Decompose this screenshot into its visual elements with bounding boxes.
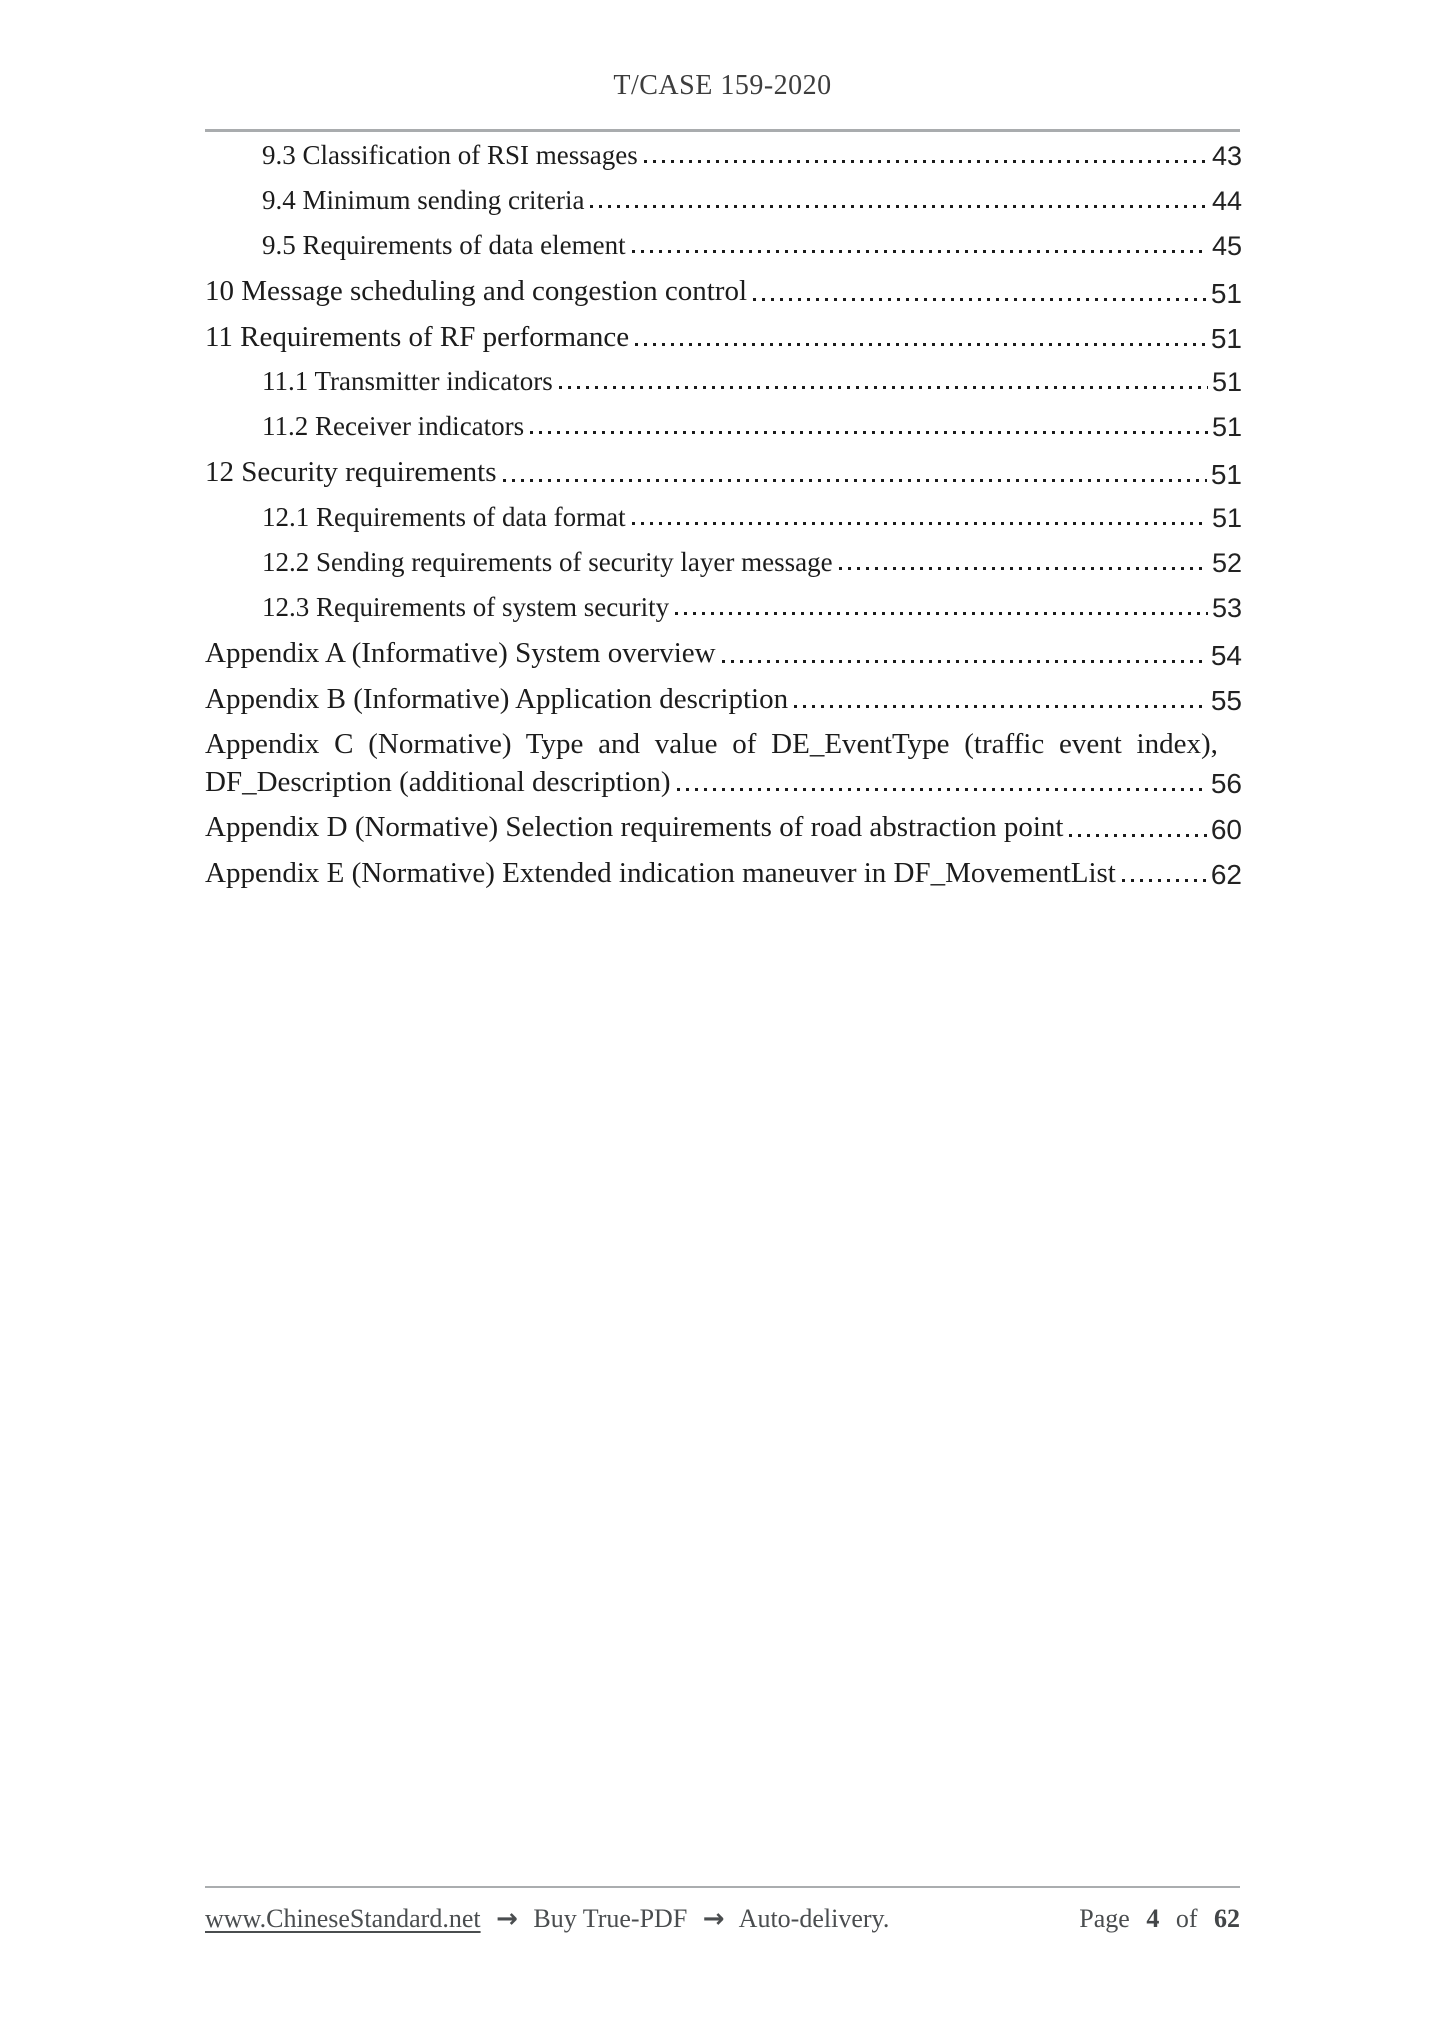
of-label: of [1175, 1904, 1198, 1933]
toc-entry-page: 44 [1211, 186, 1242, 217]
toc-entry[interactable] [205, 322, 1242, 353]
toc-entry[interactable] [205, 729, 1242, 799]
table-of-contents [205, 141, 1242, 903]
toc-entry-label: 12.1 Requirements of data format [262, 501, 626, 532]
toc-entry[interactable] [205, 412, 1242, 441]
toc-entry-label: 10 Message scheduling and congestion control [205, 275, 748, 308]
footer [205, 1904, 1240, 1934]
toc-entry-page: 53 [1211, 593, 1242, 624]
dot-leader [675, 612, 1208, 615]
site-link[interactable]: www.ChineseStandard.net [205, 1904, 481, 1933]
toc-entry[interactable] [205, 276, 1242, 307]
toc-entry-label: Appendix B (Informative) Application description [205, 682, 789, 715]
dot-leader [644, 160, 1208, 163]
toc-entry-label: Appendix A (Informative) System overview [205, 637, 716, 670]
dot-leader [753, 298, 1207, 301]
header-rule [205, 129, 1240, 132]
footer-delivery-label: Auto-delivery. [738, 1904, 890, 1933]
toc-entry[interactable] [205, 367, 1242, 396]
toc-entry[interactable] [205, 231, 1242, 260]
dot-leader [677, 788, 1207, 791]
toc-entry[interactable] [205, 593, 1242, 622]
toc-entry-label: 11.2 Receiver indicators [262, 411, 525, 442]
dot-leader [503, 479, 1207, 482]
toc-entry-label: 11.1 Transmitter indicators [262, 366, 553, 397]
right-arrow-icon: → [702, 1904, 725, 1934]
toc-entry-page: 54 [1210, 639, 1242, 671]
toc-entry-label: 12.3 Requirements of system security [262, 592, 670, 623]
toc-entry[interactable] [205, 503, 1242, 532]
toc-entry-page: 62 [1210, 859, 1242, 891]
dot-leader [1122, 879, 1207, 882]
toc-entry-label: 9.3 Classification of RSI messages [262, 140, 638, 170]
footer-rule [205, 1886, 1240, 1888]
dot-leader [794, 705, 1207, 708]
toc-entry[interactable] [205, 457, 1242, 488]
footer-promo [205, 1904, 889, 1934]
toc-entry-label-line1: Appendix C (Normative) Type and value of DE_EventType (traffic event index), [205, 727, 1218, 760]
page-label: Page [1079, 1904, 1130, 1933]
toc-entry[interactable] [205, 684, 1242, 715]
dot-leader [530, 431, 1208, 434]
dot-leader [635, 343, 1207, 346]
toc-entry-page: 56 [1210, 768, 1242, 800]
toc-entry-page: 51 [1211, 502, 1242, 533]
toc-entry[interactable] [205, 548, 1242, 577]
toc-entry-label: DF_Description (additional description) [205, 766, 671, 799]
toc-entry-label: 12.2 Sending requirements of security layer message [262, 546, 833, 577]
dot-leader [559, 386, 1208, 389]
toc-entry-page: 51 [1210, 277, 1242, 309]
right-arrow-icon: → [496, 1904, 518, 1934]
toc-entry[interactable] [205, 858, 1242, 889]
toc-entry-page: 55 [1210, 684, 1242, 716]
dot-leader [632, 522, 1208, 525]
dot-leader [1069, 834, 1206, 837]
toc-entry-page: 51 [1210, 323, 1242, 355]
toc-entry-label: 9.5 Requirements of data element [262, 230, 626, 261]
toc-entry[interactable] [205, 812, 1242, 843]
toc-entry-page: 51 [1211, 412, 1242, 443]
dot-leader [632, 250, 1208, 253]
toc-entry-page: 51 [1211, 367, 1242, 398]
footer-buy-label: Buy True-PDF [533, 1904, 688, 1933]
toc-entry[interactable] [205, 141, 1242, 170]
toc-entry-label: Appendix D (Normative) Selection requirements of road abstraction point [205, 811, 1064, 844]
toc-entry-page: 45 [1211, 231, 1242, 262]
page-current: 4 [1146, 1904, 1160, 1933]
toc-entry-page: 52 [1211, 548, 1242, 579]
dot-leader [722, 660, 1207, 663]
toc-entry-label: 11 Requirements of RF performance [205, 320, 630, 353]
page-indicator [1079, 1904, 1240, 1934]
toc-entry-page: 43 [1211, 141, 1242, 172]
toc-entry[interactable] [205, 186, 1242, 215]
dot-leader [590, 205, 1208, 208]
toc-entry-page: 60 [1210, 813, 1242, 845]
toc-entry-label: Appendix E (Normative) Extended indication maneuver in DF_MovementList [205, 856, 1116, 889]
toc-entry[interactable] [205, 638, 1242, 669]
page-total: 62 [1214, 1904, 1240, 1933]
toc-entry-label: 9.4 Minimum sending criteria [262, 185, 585, 216]
toc-entry-label: 12 Security requirements [205, 456, 497, 489]
header-doc-number: T/CASE 159-2020 [613, 70, 832, 101]
dot-leader [839, 567, 1208, 570]
toc-entry-page: 51 [1210, 458, 1242, 490]
